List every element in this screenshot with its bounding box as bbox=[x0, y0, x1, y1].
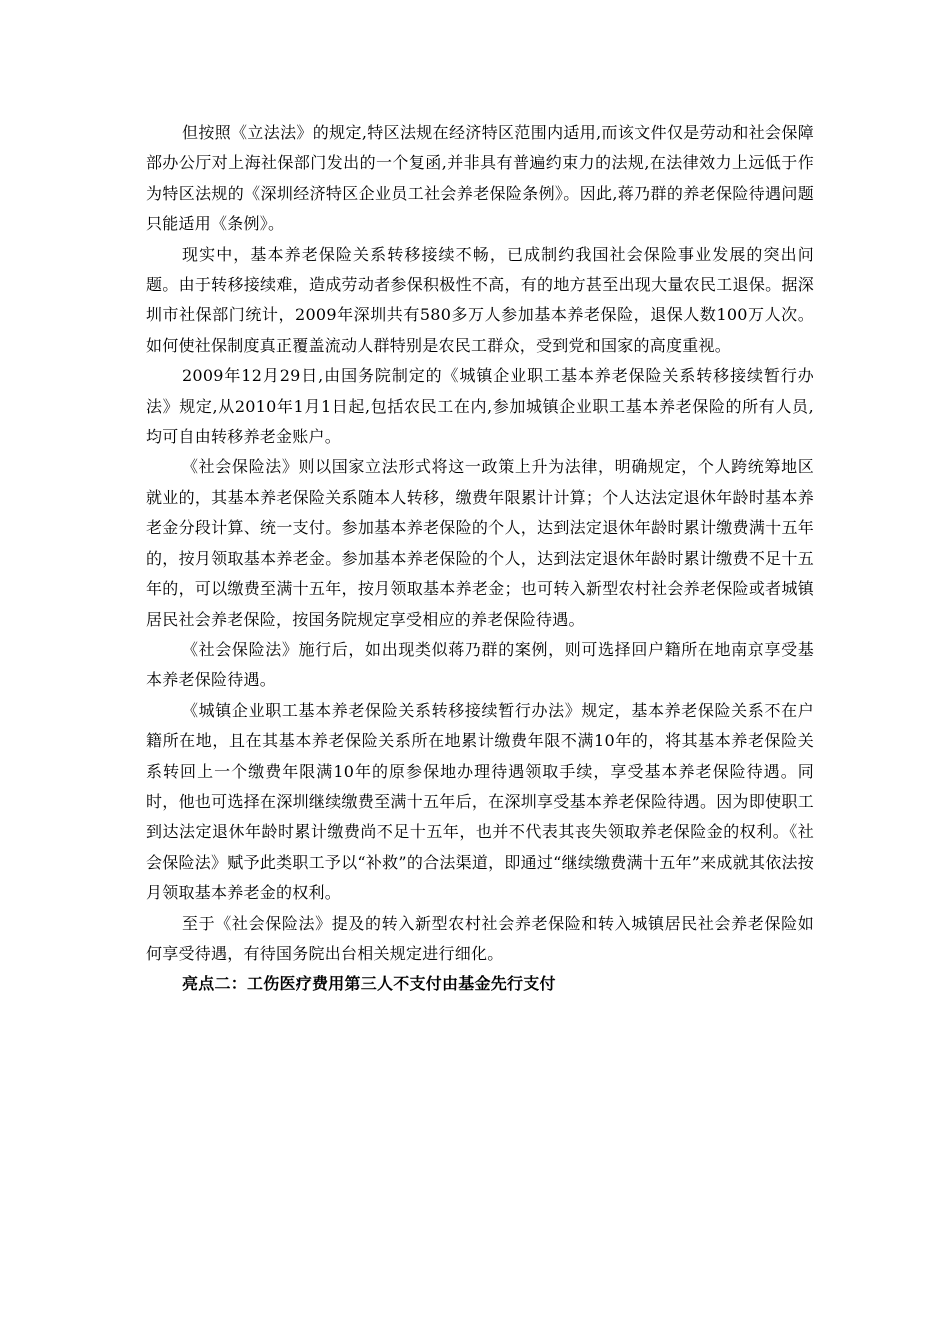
paragraph-7: 至于《社会保险法》提及的转入新型农村社会养老保险和转入城镇居民社会养老保险如何享受待遇，有待国务院出台相关规定进行细化。 bbox=[146, 913, 814, 963]
paragraph-5: 《社会保险法》施行后，如出现类似蒋乃群的案例，则可选择回户籍所在地南京享受基本养老保险待遇。 bbox=[146, 639, 814, 690]
paragraph-6: 《城镇企业职工基本养老保险关系转移接续暂行办法》规定，基本养老保险关系不在户籍所在地，且在其基本养老保险关系所在地累计缴费年限不满10年的，将其基本养老保险关系转回上一个缴费年限满10年的原参保地办理待遇领取手续，享受基本养老保险待遇。同时，他也可选择在深圳继续缴费至满十五年后，在深圳享受基本养老保险待遇。因为即使职工到达法定退休年龄时累计缴费尚不足十五年，也并不代表其丧失领取养老保险金的权利。《社会保险法》赋予此类职工予以“补救”的合法渠道，即通过“继续缴费满十五年”来成就其依法按月领取基本养老金的权利。 bbox=[146, 700, 814, 903]
document-body bbox=[146, 118, 814, 1000]
paragraph-2: 现实中，基本养老保险关系转移接续不畅，已成制约我国社会保险事业发展的突出问题。由于转移接续难，造成劳动者参保积极性不高，有的地方甚至出现大量农民工退保。据深圳市社保部门统计，2009年深圳共有580多万人参加基本养老保险，退保人数100万人次。如何使社保制度真正覆盖流动人群特别是农民工群众，受到党和国家的高度重视。 bbox=[146, 244, 814, 355]
section-heading: 亮点二：工伤医疗费用第三人不支付由基金先行支付 bbox=[182, 974, 556, 994]
paragraph-4: 《社会保险法》则以国家立法形式将这一政策上升为法律，明确规定，个人跨统筹地区就业的，其基本养老保险关系随本人转移，缴费年限累计计算；个人达法定退休年龄时基本养老金分段计算、统一支付。参加基本养老保险的个人，达到法定退休年龄时累计缴费满十五年的，按月领取基本养老金。参加基本养老保险的个人，达到法定退休年龄时累计缴费不足十五年的，可以缴费至满十五年，按月领取基本养老金；也可转入新型农村社会养老保险或者城镇居民社会养老保险，按国务院规定享受相应的养老保险待遇。 bbox=[146, 457, 814, 629]
paragraph-1: 但按照《立法法》的规定,特区法规在经济特区范围内适用,而该文件仅是劳动和社会保障部办公厅对上海社保部门发出的一个复函,并非具有普遍约束力的法规,在法律效力上远低于作为特区法规的《深圳经济特区企业员工社会养老保险条例》。因此,蒋乃群的养老保险待遇问题只能适用《条例》。 bbox=[146, 123, 814, 234]
paragraph-3: 2009年12月29日,由国务院制定的《城镇企业职工基本养老保险关系转移接续暂行办法》规定,从2010年1月1日起,包括农民工在内,参加城镇企业职工基本养老保险的所有人员,均可自由转移养老金账户。 bbox=[146, 366, 814, 447]
